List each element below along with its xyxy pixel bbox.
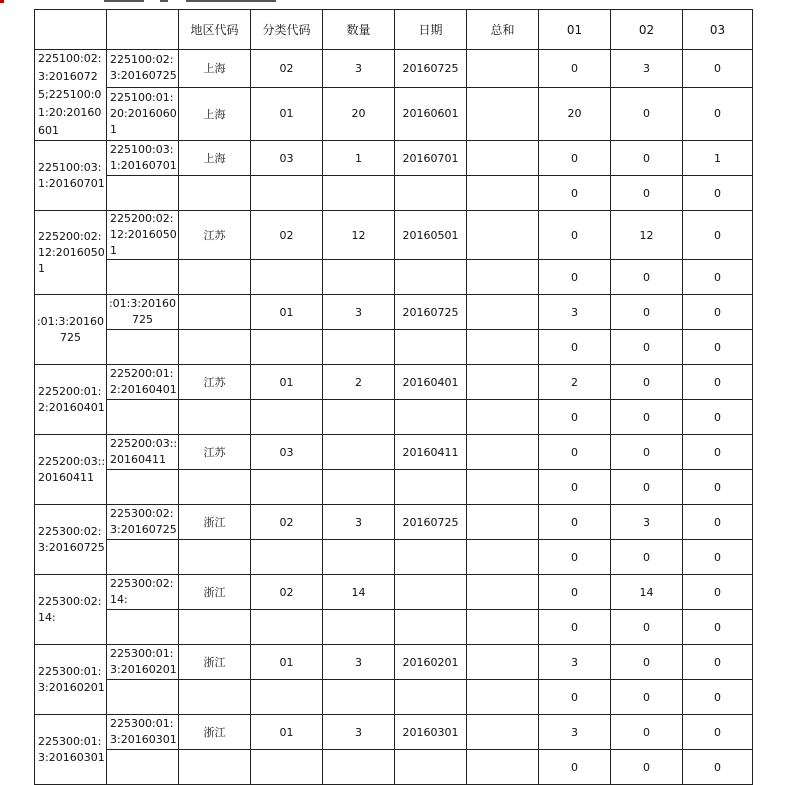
cell-quantity: 3 [323, 505, 395, 540]
cell-category: 02 [251, 50, 323, 88]
cell-v02: 0 [611, 645, 683, 680]
cell-quantity: 14 [323, 575, 395, 610]
cell-total [467, 645, 539, 680]
cell-quantity [323, 470, 395, 505]
cell-v02: 14 [611, 575, 683, 610]
cell-category: 01 [251, 365, 323, 400]
header-cell-blank-2 [107, 10, 179, 50]
cell-date: 20160701 [395, 141, 467, 176]
table-row [35, 645, 753, 680]
table-row [35, 50, 753, 88]
cell-category [251, 540, 323, 575]
cell-v03: 0 [683, 260, 753, 295]
cell-quantity [323, 330, 395, 365]
cell-row-key [107, 400, 179, 435]
cell-v01: 0 [539, 505, 611, 540]
cell-quantity: 2 [323, 365, 395, 400]
table-row [35, 435, 753, 470]
table-row [35, 540, 753, 575]
cell-v01: 2 [539, 365, 611, 400]
cell-region [179, 540, 251, 575]
group-key-cell: 225300:01:3:20160301 [35, 715, 107, 785]
cell-quantity: 12 [323, 211, 395, 260]
toolbar-line [160, 0, 168, 2]
cell-row-key: 225200:01:2:20160401 [107, 365, 179, 400]
cell-v01: 0 [539, 141, 611, 176]
cell-region: 江苏 [179, 435, 251, 470]
cell-date: 20160725 [395, 505, 467, 540]
cell-row-key: 225300:02:3:20160725 [107, 505, 179, 540]
data-table [34, 9, 753, 785]
header-quantity: 数量 [323, 10, 395, 50]
cell-v03: 1 [683, 141, 753, 176]
cell-total [467, 295, 539, 330]
cell-row-key [107, 540, 179, 575]
cell-v01: 0 [539, 176, 611, 211]
cell-region [179, 470, 251, 505]
cell-category [251, 680, 323, 715]
cell-row-key: 225100:03:1:20160701 [107, 141, 179, 176]
cell-v02: 0 [611, 540, 683, 575]
cell-row-key [107, 610, 179, 645]
table-row [35, 715, 753, 750]
cell-region [179, 260, 251, 295]
cell-v01: 0 [539, 575, 611, 610]
table-row [35, 505, 753, 540]
cell-v01: 0 [539, 540, 611, 575]
cell-v01: 20 [539, 87, 611, 140]
cell-quantity [323, 540, 395, 575]
cell-v02: 0 [611, 365, 683, 400]
cell-date [395, 680, 467, 715]
cell-region [179, 750, 251, 785]
cell-date [395, 575, 467, 610]
cell-v03: 0 [683, 87, 753, 140]
toolbar-line [186, 0, 276, 2]
cell-total [467, 750, 539, 785]
cell-row-key: 225300:01:3:20160201 [107, 645, 179, 680]
cell-total [467, 470, 539, 505]
cell-v02: 0 [611, 141, 683, 176]
cell-v01: 0 [539, 470, 611, 505]
cell-v03: 0 [683, 540, 753, 575]
cell-quantity [323, 400, 395, 435]
table-row [35, 176, 753, 211]
cell-category [251, 330, 323, 365]
cell-v02: 0 [611, 715, 683, 750]
cell-v01: 0 [539, 680, 611, 715]
cell-date: 20160401 [395, 365, 467, 400]
cell-category: 01 [251, 87, 323, 140]
cell-category [251, 176, 323, 211]
table-row [35, 750, 753, 785]
cell-total [467, 505, 539, 540]
cell-category: 02 [251, 505, 323, 540]
cell-quantity [323, 750, 395, 785]
cell-region: 上海 [179, 87, 251, 140]
cell-region: 江苏 [179, 211, 251, 260]
cell-v01: 0 [539, 50, 611, 88]
cell-total [467, 87, 539, 140]
cell-row-key: 225300:02:14: [107, 575, 179, 610]
table-row [35, 330, 753, 365]
cell-v02: 0 [611, 330, 683, 365]
cell-v02: 0 [611, 435, 683, 470]
cell-total [467, 610, 539, 645]
table-row [35, 260, 753, 295]
cell-date: 20160601 [395, 87, 467, 140]
toolbar-line [104, 0, 144, 2]
cell-v02: 0 [611, 470, 683, 505]
cell-v01: 0 [539, 260, 611, 295]
group-key-cell: 225200:02:12:20160501 [35, 211, 107, 295]
cell-v01: 0 [539, 400, 611, 435]
header-row [35, 10, 753, 50]
cell-v03: 0 [683, 750, 753, 785]
cell-v01: 0 [539, 750, 611, 785]
cell-total [467, 540, 539, 575]
cell-v03: 0 [683, 715, 753, 750]
cell-region: 浙江 [179, 575, 251, 610]
cell-total [467, 680, 539, 715]
cell-v03: 0 [683, 365, 753, 400]
cell-row-key: :01:3:20160725 [107, 295, 179, 330]
cell-region [179, 400, 251, 435]
cell-date: 20160411 [395, 435, 467, 470]
cell-row-key: 225100:01:20:20160601 [107, 87, 179, 140]
cell-v02: 0 [611, 260, 683, 295]
cell-v02: 0 [611, 750, 683, 785]
cell-v02: 0 [611, 680, 683, 715]
cell-region [179, 295, 251, 330]
table-row [35, 610, 753, 645]
cell-total [467, 330, 539, 365]
cell-v03: 0 [683, 610, 753, 645]
cell-category: 01 [251, 645, 323, 680]
table-row [35, 400, 753, 435]
top-toolbar-remnant [0, 0, 797, 6]
cell-total [467, 211, 539, 260]
cell-quantity [323, 260, 395, 295]
cell-category: 01 [251, 295, 323, 330]
cell-quantity [323, 680, 395, 715]
group-key-cell: 225300:01:3:20160201 [35, 645, 107, 715]
table-body [35, 10, 753, 785]
cell-row-key [107, 260, 179, 295]
cell-v03: 0 [683, 575, 753, 610]
cell-v03: 0 [683, 470, 753, 505]
header-region-code: 地区代码 [179, 10, 251, 50]
cell-region: 上海 [179, 141, 251, 176]
cell-date: 20160725 [395, 295, 467, 330]
cell-region [179, 680, 251, 715]
cell-v03: 0 [683, 295, 753, 330]
header-cell-blank-1 [35, 10, 107, 50]
cell-category: 01 [251, 715, 323, 750]
group-key-part: 225100:02:3:20160725; [38, 52, 102, 101]
cell-row-key: 225100:02:3:20160725 [107, 50, 179, 88]
table-row [35, 365, 753, 400]
cell-row-key: 225200:03::20160411 [107, 435, 179, 470]
header-category-code: 分类代码 [251, 10, 323, 50]
header-03: 03 [683, 10, 753, 50]
cell-region: 上海 [179, 50, 251, 88]
cell-v01: 3 [539, 295, 611, 330]
cell-quantity: 3 [323, 715, 395, 750]
table-row [35, 87, 753, 140]
cell-date [395, 176, 467, 211]
group-key-cell: 225200:03::20160411 [35, 435, 107, 505]
cell-v03: 0 [683, 645, 753, 680]
table-row [35, 211, 753, 260]
cell-total [467, 260, 539, 295]
cell-category [251, 400, 323, 435]
cell-total [467, 365, 539, 400]
toolbar-marker [0, 0, 4, 3]
cell-quantity [323, 610, 395, 645]
cell-v03: 0 [683, 680, 753, 715]
table-row [35, 575, 753, 610]
table-row [35, 680, 753, 715]
group-key-cell: 225200:01:2:20160401 [35, 365, 107, 435]
cell-total [467, 400, 539, 435]
cell-quantity: 3 [323, 295, 395, 330]
cell-row-key [107, 470, 179, 505]
cell-row-key [107, 176, 179, 211]
cell-region: 浙江 [179, 505, 251, 540]
cell-v03: 0 [683, 176, 753, 211]
table-row [35, 295, 753, 330]
cell-v02: 3 [611, 505, 683, 540]
cell-date [395, 470, 467, 505]
cell-v02: 0 [611, 87, 683, 140]
cell-v03: 0 [683, 400, 753, 435]
cell-date [395, 260, 467, 295]
cell-v02: 0 [611, 295, 683, 330]
group-key-cell: 225100:03:1:20160701 [35, 141, 107, 211]
cell-row-key [107, 750, 179, 785]
cell-total [467, 176, 539, 211]
cell-quantity: 3 [323, 50, 395, 88]
cell-category [251, 260, 323, 295]
cell-category: 02 [251, 575, 323, 610]
cell-region [179, 176, 251, 211]
header-02: 02 [611, 10, 683, 50]
table-row [35, 141, 753, 176]
cell-date [395, 610, 467, 645]
cell-total [467, 715, 539, 750]
cell-category [251, 610, 323, 645]
header-01: 01 [539, 10, 611, 50]
cell-category [251, 470, 323, 505]
group-key-cell: :01:3:20160725 [35, 295, 107, 365]
cell-region [179, 330, 251, 365]
cell-date: 20160301 [395, 715, 467, 750]
cell-quantity: 3 [323, 645, 395, 680]
cell-date [395, 400, 467, 435]
cell-v01: 0 [539, 435, 611, 470]
cell-v02: 0 [611, 176, 683, 211]
cell-date [395, 750, 467, 785]
cell-total [467, 575, 539, 610]
group-key-cell [35, 50, 107, 141]
cell-v01: 3 [539, 715, 611, 750]
cell-v01: 3 [539, 645, 611, 680]
cell-quantity: 20 [323, 87, 395, 140]
cell-row-key [107, 680, 179, 715]
cell-v02: 0 [611, 610, 683, 645]
cell-quantity: 1 [323, 141, 395, 176]
cell-date [395, 330, 467, 365]
group-key-part: 225100:01:20:20160601 [38, 88, 102, 137]
cell-category: 03 [251, 141, 323, 176]
cell-v03: 0 [683, 435, 753, 470]
cell-region: 浙江 [179, 715, 251, 750]
cell-v03: 0 [683, 211, 753, 260]
cell-v02: 0 [611, 400, 683, 435]
cell-v02: 3 [611, 50, 683, 88]
cell-total [467, 435, 539, 470]
cell-category: 03 [251, 435, 323, 470]
cell-v01: 0 [539, 330, 611, 365]
cell-v01: 0 [539, 211, 611, 260]
header-total: 总和 [467, 10, 539, 50]
cell-v03: 0 [683, 505, 753, 540]
group-key-cell: 225300:02:3:20160725 [35, 505, 107, 575]
cell-v03: 0 [683, 330, 753, 365]
cell-v03: 0 [683, 50, 753, 88]
cell-region: 浙江 [179, 645, 251, 680]
cell-quantity [323, 435, 395, 470]
cell-row-key: 225300:01:3:20160301 [107, 715, 179, 750]
cell-date: 20160201 [395, 645, 467, 680]
table-row [35, 470, 753, 505]
cell-category [251, 750, 323, 785]
cell-total [467, 50, 539, 88]
cell-category: 02 [251, 211, 323, 260]
cell-date [395, 540, 467, 575]
group-key-cell: 225300:02:14: [35, 575, 107, 645]
cell-row-key [107, 330, 179, 365]
header-date: 日期 [395, 10, 467, 50]
cell-region [179, 610, 251, 645]
cell-total [467, 141, 539, 176]
cell-quantity [323, 176, 395, 211]
cell-v02: 12 [611, 211, 683, 260]
cell-v01: 0 [539, 610, 611, 645]
cell-region: 江苏 [179, 365, 251, 400]
cell-date: 20160501 [395, 211, 467, 260]
cell-date: 20160725 [395, 50, 467, 88]
cell-row-key: 225200:02:12:20160501 [107, 211, 179, 260]
